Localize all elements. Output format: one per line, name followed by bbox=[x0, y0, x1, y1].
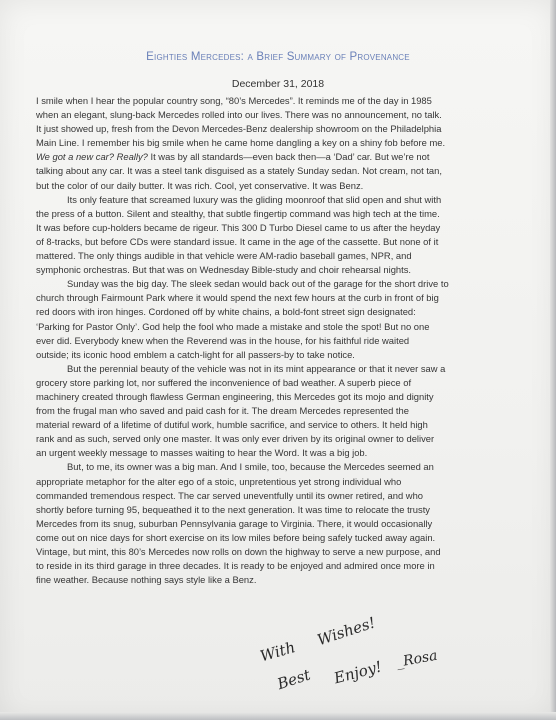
body-line: commanded tremendous respect. The car served uneventfully until its owner retired, and who bbox=[36, 489, 424, 501]
body-line: fine weather. Because nothing says style like a Benz. bbox=[36, 574, 257, 586]
body-line: I smile when I hear the popular country song, “80’s Mercedes”. It reminds me of the day in 1985 bbox=[36, 95, 432, 106]
body-line: come out on nice days for short exercise on its low miles before being safely tucked away again. bbox=[36, 531, 436, 543]
signature-best: Best bbox=[275, 665, 313, 694]
body-line: mattered. The only things audible in that vehicle were AM-radio baseball games, NPR, and bbox=[36, 250, 412, 262]
signature-with: With bbox=[258, 638, 298, 666]
body-line: We got a new car? Really? It was by all standards—even back then—a ‘Dad’ car. But we’re not bbox=[36, 151, 430, 163]
body-line: ever did. Everybody knew when the Reverend was in the house, for his faithful ride waited bbox=[36, 334, 410, 346]
body-line: Vintage, but mint, this 80’s Mercedes now rolls on down the highway to serve a new purpose, and bbox=[36, 546, 441, 557]
body-line: Mercedes from its snug, suburban Pennsylvania garage to Virginia. There, it would occasionally bbox=[36, 517, 433, 529]
page-edge-bottom bbox=[0, 712, 556, 720]
body-line: appropriate metaphor for the alter ego of a stoic, unpretentious yet strong individual who bbox=[36, 475, 402, 487]
body-line: but the color of our daily butter. It was rich. Cool, yet conservative. It was Benz. bbox=[36, 179, 364, 191]
body-line: church through Fairmount Park where it would spend the next few hours at the curb in front of big bbox=[36, 292, 439, 304]
signature-wishes: Wishes! bbox=[315, 613, 378, 650]
body-line: an urgent weekly message to masses waiting to hear the Word. It was a big job. bbox=[36, 447, 368, 459]
page-edge-right bbox=[550, 0, 556, 720]
body-line: It was before cup-holders became de rigeur. This 300 D Turbo Diesel came to us after the heyday bbox=[36, 221, 441, 233]
document-date: December 31, 2018 bbox=[231, 78, 325, 90]
body-line: the press of a button. Silent and stealthy, that subtle fingertip command was high tech at the time. bbox=[36, 207, 440, 219]
body-line: grocery store parking lot, nor suffered the inconvenience of bad weather. A superb piece of bbox=[36, 376, 412, 388]
body-line: of 8-tracks, but before CDs were standard issue. It came in the age of the cassette. But none of it bbox=[36, 235, 439, 247]
body-line: shortly before turning 95, bequeathed it to the next generation. It was time to relocate the trusty bbox=[36, 503, 430, 515]
body-line: from the frugal man who saved and paid cash for it. The dream Mercedes represented the bbox=[36, 405, 409, 417]
body-line: rank and as such, served only one master. It was only ever driven by its original owner to deliver bbox=[36, 433, 435, 445]
body-line: to reside in its third garage in three decades. It is ready to be enjoyed and admired once more in bbox=[36, 560, 435, 572]
body-line: It just showed up, fresh from the Devon Mercedes-Benz dealership showroom on the Philadelphia bbox=[36, 123, 442, 135]
body-line: Main Line. I remember his big smile when he came home dangling a key on a shiny fob before me. bbox=[36, 137, 446, 149]
body-line: machinery created through flawless German engineering, this Mercedes got its mojo and dignity bbox=[36, 390, 434, 402]
body-line: symphonic orchestras. But that was on Wednesday Bible-study and choir rehearsal nights. bbox=[36, 264, 412, 276]
body-line: material reward of a lifetime of dutiful work, humble sacrifice, and service to others. It held high bbox=[36, 419, 428, 431]
body-line: outside; its iconic hood emblem a catch-light for all passers-by to take notice. bbox=[36, 348, 355, 360]
signature-enjoy: Enjoy! bbox=[332, 657, 384, 688]
document-body bbox=[36, 94, 524, 587]
body-line: talking about any car. It was a steel tank disguised as a stately Sunday sedan. Not cream, not tan, bbox=[36, 165, 442, 177]
body-line: Sunday was the big day. The sleek sedan would back out of the garage for the short drive to bbox=[67, 278, 449, 290]
body-line: ‘Parking for Pastor Only’. God help the fool who made a mistake and stole the spot! But no one bbox=[36, 320, 430, 332]
signature-name: _Rosa bbox=[395, 647, 439, 671]
body-line: Its only feature that screamed luxury was the gliding moonroof that slid open and shut with bbox=[67, 193, 442, 205]
body-line: red doors with iron hinges. Cordoned off by white chains, a bold-font street sign designated: bbox=[36, 306, 416, 318]
body-line: But, to me, its owner was a big man. And I smile, too, because the Mercedes seemed an bbox=[67, 461, 434, 473]
body-line: But the perennial beauty of the vehicle was not in its mint appearance or that it never saw a bbox=[67, 362, 446, 374]
body-line: when an elegant, slung-back Mercedes rolled into our lives. There was no announcement, no talk. bbox=[36, 109, 442, 121]
document-title: Eighties Mercedes: a Brief Summary of Provenance bbox=[146, 51, 410, 63]
